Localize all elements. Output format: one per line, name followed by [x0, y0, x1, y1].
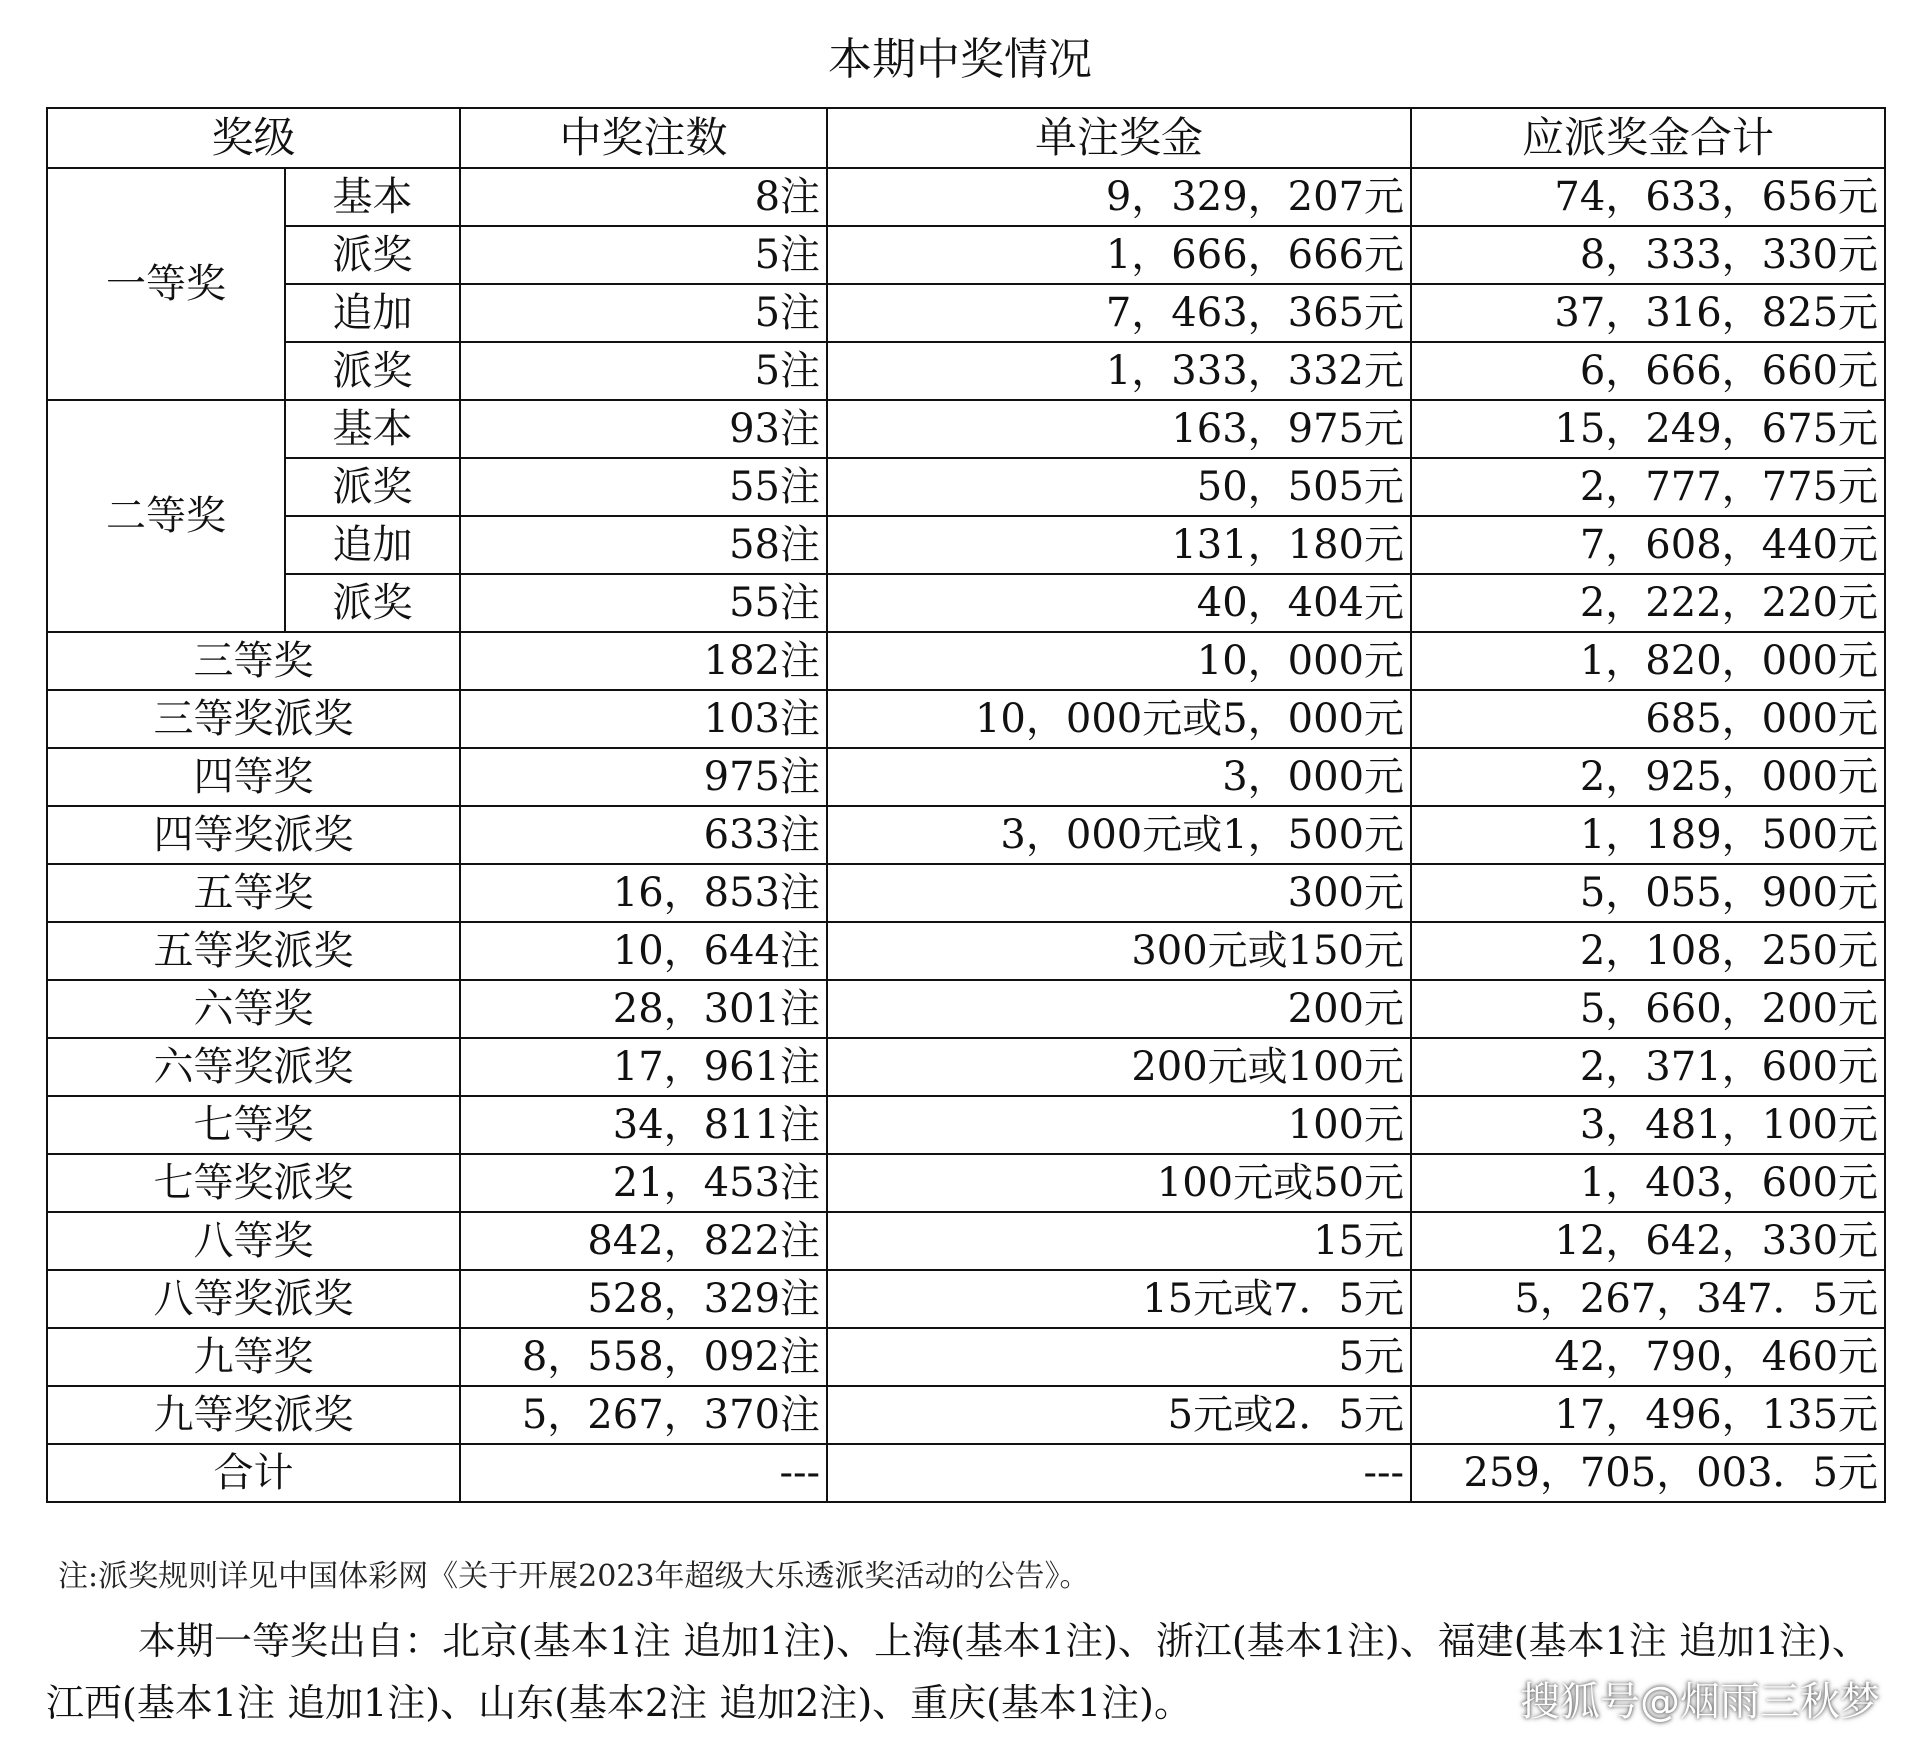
single-prize: 3，000元或1，500元	[827, 806, 1411, 864]
table-row	[47, 574, 1885, 632]
table-row	[47, 748, 1885, 806]
prize-level: 六等奖派奖	[47, 1038, 460, 1096]
prize-level-group: 一等奖	[47, 168, 285, 400]
winner-count: 55注	[460, 458, 827, 516]
single-prize: 10，000元	[827, 632, 1411, 690]
prize-level: 合计	[47, 1444, 460, 1502]
prize-level: 八等奖派奖	[47, 1270, 460, 1328]
table-row	[47, 1328, 1885, 1386]
winner-count: 28，301注	[460, 980, 827, 1038]
total-prize: 12，642，330元	[1411, 1212, 1885, 1270]
prize-level-group: 二等奖	[47, 400, 285, 632]
single-prize: ---	[827, 1444, 1411, 1502]
table-header-row	[47, 108, 1885, 168]
table-row	[47, 1270, 1885, 1328]
prize-level: 九等奖派奖	[47, 1386, 460, 1444]
prize-level: 六等奖	[47, 980, 460, 1038]
total-prize: 42，790，460元	[1411, 1328, 1885, 1386]
header-level: 奖级	[47, 108, 460, 168]
header-count: 中奖注数	[460, 108, 827, 168]
header-total: 应派奖金合计	[1411, 108, 1885, 168]
table-row	[47, 922, 1885, 980]
table-row	[47, 1154, 1885, 1212]
single-prize: 7，463，365元	[827, 284, 1411, 342]
single-prize: 3，000元	[827, 748, 1411, 806]
winner-count: 842，822注	[460, 1212, 827, 1270]
table-body	[47, 168, 1885, 1502]
table-row	[47, 284, 1885, 342]
total-prize: 5，267，347．5元	[1411, 1270, 1885, 1328]
footnote: 注:派奖规则详见中国体彩网《关于开展2023年超级大乐透派奖活动的公告》。	[58, 1559, 1090, 1594]
single-prize: 131，180元	[827, 516, 1411, 574]
table-row	[47, 400, 1885, 458]
total-prize: 6，666，660元	[1411, 342, 1885, 400]
winner-count: 8注	[460, 168, 827, 226]
total-prize: 1，189，500元	[1411, 806, 1885, 864]
total-prize: 2，222，220元	[1411, 574, 1885, 632]
single-prize: 9，329，207元	[827, 168, 1411, 226]
single-prize: 1，333，332元	[827, 342, 1411, 400]
single-prize: 100元	[827, 1096, 1411, 1154]
single-prize: 50，505元	[827, 458, 1411, 516]
total-prize: 259，705，003．5元	[1411, 1444, 1885, 1502]
winner-count: 528，329注	[460, 1270, 827, 1328]
winner-count: 55注	[460, 574, 827, 632]
total-prize: 5，055，900元	[1411, 864, 1885, 922]
prize-level: 四等奖派奖	[47, 806, 460, 864]
prize-level: 五等奖派奖	[47, 922, 460, 980]
prize-level: 五等奖	[47, 864, 460, 922]
table-row	[47, 980, 1885, 1038]
table-row	[47, 458, 1885, 516]
single-prize: 163，975元	[827, 400, 1411, 458]
prize-level: 七等奖派奖	[47, 1154, 460, 1212]
total-prize: 1，403，600元	[1411, 1154, 1885, 1212]
single-prize: 40，404元	[827, 574, 1411, 632]
prize-sublevel: 派奖	[285, 574, 460, 632]
total-prize: 17，496，135元	[1411, 1386, 1885, 1444]
total-prize: 2，108，250元	[1411, 922, 1885, 980]
prize-sublevel: 追加	[285, 516, 460, 574]
winner-count: 5注	[460, 284, 827, 342]
prize-level: 三等奖	[47, 632, 460, 690]
prize-sublevel: 派奖	[285, 342, 460, 400]
winner-count: 17，961注	[460, 1038, 827, 1096]
winner-locations-text: 本期一等奖出自：北京(基本1注 追加1注)、上海(基本1注)、浙江(基本1注)、福建(基本1注 追加1注)、江西(基本1注 追加1注)、山东(基本2注 追加2注)、重庆(基本1注)。	[46, 1619, 1870, 1725]
winner-count: 10，644注	[460, 922, 827, 980]
winner-count: 975注	[460, 748, 827, 806]
single-prize: 100元或50元	[827, 1154, 1411, 1212]
winner-count: 93注	[460, 400, 827, 458]
prize-sublevel: 基本	[285, 400, 460, 458]
winner-count: 5注	[460, 226, 827, 284]
winner-count: 103注	[460, 690, 827, 748]
table-title: 本期中奖情况	[828, 34, 1092, 85]
total-prize: 7，608，440元	[1411, 516, 1885, 574]
table-row	[47, 226, 1885, 284]
prize-table	[46, 107, 1886, 1503]
table-row	[47, 864, 1885, 922]
total-prize: 2，925，000元	[1411, 748, 1885, 806]
single-prize: 300元或150元	[827, 922, 1411, 980]
winner-count: ---	[460, 1444, 827, 1502]
table-row	[47, 516, 1885, 574]
prize-level: 九等奖	[47, 1328, 460, 1386]
table-row	[47, 632, 1885, 690]
table-row	[47, 806, 1885, 864]
single-prize: 300元	[827, 864, 1411, 922]
single-prize: 200元	[827, 980, 1411, 1038]
single-prize: 5元或2．5元	[827, 1386, 1411, 1444]
header-prize: 单注奖金	[827, 108, 1411, 168]
winner-count: 34，811注	[460, 1096, 827, 1154]
prize-sublevel: 派奖	[285, 226, 460, 284]
winner-count: 182注	[460, 632, 827, 690]
single-prize: 15元	[827, 1212, 1411, 1270]
winner-count: 8，558，092注	[460, 1328, 827, 1386]
prize-sublevel: 追加	[285, 284, 460, 342]
single-prize: 200元或100元	[827, 1038, 1411, 1096]
table-row	[47, 342, 1885, 400]
winner-count: 633注	[460, 806, 827, 864]
table-row	[47, 1038, 1885, 1096]
table-row	[47, 168, 1885, 226]
total-prize: 3，481，100元	[1411, 1096, 1885, 1154]
total-prize: 15，249，675元	[1411, 400, 1885, 458]
total-prize: 2，777，775元	[1411, 458, 1885, 516]
total-prize: 5，660，200元	[1411, 980, 1885, 1038]
prize-sublevel: 派奖	[285, 458, 460, 516]
table-row	[47, 1386, 1885, 1444]
total-prize: 685，000元	[1411, 690, 1885, 748]
winner-count: 58注	[460, 516, 827, 574]
prize-level: 七等奖	[47, 1096, 460, 1154]
prize-level: 三等奖派奖	[47, 690, 460, 748]
total-prize: 37，316，825元	[1411, 284, 1885, 342]
winner-count: 21，453注	[460, 1154, 827, 1212]
total-prize: 2，371，600元	[1411, 1038, 1885, 1096]
table-row	[47, 1096, 1885, 1154]
total-prize: 74，633，656元	[1411, 168, 1885, 226]
total-prize: 8，333，330元	[1411, 226, 1885, 284]
single-prize: 15元或7．5元	[827, 1270, 1411, 1328]
single-prize: 10，000元或5，000元	[827, 690, 1411, 748]
winner-count: 5，267，370注	[460, 1386, 827, 1444]
winner-count: 5注	[460, 342, 827, 400]
total-prize: 1，820，000元	[1411, 632, 1885, 690]
prize-sublevel: 基本	[285, 168, 460, 226]
table-row	[47, 690, 1885, 748]
table-row	[47, 1212, 1885, 1270]
prize-level: 四等奖	[47, 748, 460, 806]
total-row	[47, 1444, 1885, 1502]
single-prize: 1，666，666元	[827, 226, 1411, 284]
single-prize: 5元	[827, 1328, 1411, 1386]
watermark: 搜狐号@烟雨三秋梦	[1520, 1679, 1880, 1725]
winner-count: 16，853注	[460, 864, 827, 922]
prize-level: 八等奖	[47, 1212, 460, 1270]
